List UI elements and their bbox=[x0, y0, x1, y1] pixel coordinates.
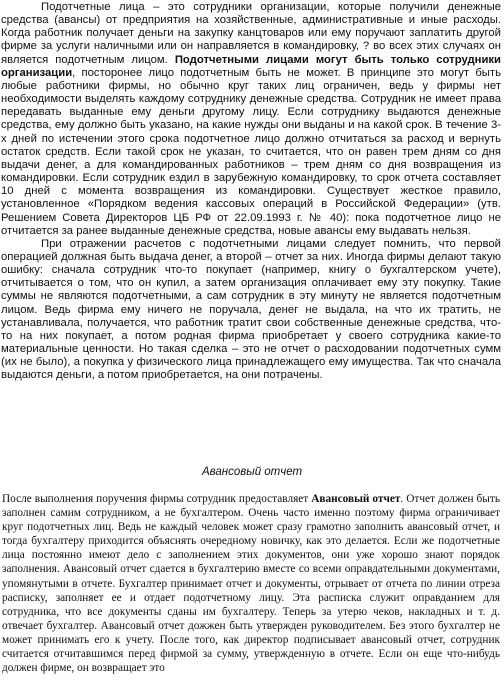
bold-rule: Подотчетными лицами могут быть только сотрудники организации bbox=[1, 53, 501, 79]
paragraph-calculations: При отражении расчетов с подотчетными лицами следует помнить, что первой операцией должная быть выдача денег, а второй – отчет за них. Иногда фирмы делают такую ошибку: сначала сотрудник что-то покупает (например, книгу о бухгалтерском учете), отчитывается о том, что он купил, а затем организация оплачивает ему эту покупку. Такие суммы не являются подотчетными, а сам сотрудник в эту минуту не является подотчетным лицом. Ведь фирма ему ничего не поручала, денег не выдала, на что их тратить, не устанавливала, получается, что работник тратит свои собственные денежные средства, что-то на них покупает, а потом родная фирма приобретает у своего сотрудника какие-то материальные ценности. Но такая сделка – это не отчет о расходовании подотчетных сумм (их не было), а покупка у физического лица принадлежащего ему имущества. Так что сначала выдаются деньги, а потом приобретается, на они потрачены. bbox=[1, 237, 501, 382]
section-podotchetnye-lica bbox=[1, 1, 501, 383]
section-heading: Авансовый отчет bbox=[201, 466, 303, 478]
section-avansovyi-otchet bbox=[2, 492, 500, 675]
paragraph-report: После выполнения поручения фирмы сотрудник предоставляет Авансовый отчет. Отчет должен быть заполнен самим сотрудником, а не бухгалтером. Очень часто именно поэтому фирма ограничивает круг подотчетных лиц. Ведь не каждый человек может сразу грамотно заполнить авансовый отчет, и тогда бухгалтеру приходится объяснять очередному новичку, как это делается. Если же подотчетные лица постоянно имеют дело с заполнением этих документов, они уже хорошо знают порядок заполнения. Авансовый отчет сдается в бухгалтерию вместе со всеми оправдательными документами, упомянутыми в отчете. Бухгалтер принимает отчет и документы, отрывает от отчета по линии отреза расписку, заполняет ее и отдает подотчетному лицу. Эта расписка служит оправданием для сотрудника, что все документы сданы им бухгалтеру. Теперь за утерю чеков, накладных и т. д. отвечает бухгалтер. Авансовый отчет дожжен быть утвержден руководителем. Без этого бухгалтер не может принимать его к учету. После того, как директор подписывает авансовый отчет, сотрудник считается отчитавшимся перед фирмой за сумму, утвержденную в отчете. Если он еще что-нибудь должен фирме, он возвращает это bbox=[2, 493, 500, 675]
bold-term: Авансовый отчет bbox=[311, 493, 401, 505]
paragraph-definition: Подотчетные лица – это сотрудники организации, которые получили денежные средства (авансы) от предприятия на хозяйственные, административные и иные расходы. Когда работник получает деньги на закупку канцтоваров или ему поручают заплатить другой фирме за услуги наличными или он направляется в командировку, ? во всех этих случаях он является подотчетным лицом. Подотчетными лицами могут быть только сотрудники организации, посторонее лицо подотчетным быть не может. В принципе это могут быть любые работники фирмы, но обычно круг таких лиц ограничен, ведь у фирмы нет необходимости выделять каждому сотруднику денежные средства. Сотрудник не имеет права передавать выданные ему деньги другому лицу. Если сотруднику выдаются денежные средства, ему должно быть указано, на какие нужды они выданы и на какой срок. В течение 3-х дней по истечении этого срока подотчетное лицо должно отчитаться за расход и вернуть остаток средств. Если такой срок не указан, то считается, что он равен трем дням со дня выдачи денег, а для командированных работников – трем дням со дня возвращения из командировки. Если сотрудник ездил в зарубежную командировку, то срок отчета составляет 10 дней с момента возвращения из командировки. Существует жесткое правило, установленное «Порядком ведения кассовых операций в Российской Федерации» (утв. Решением Совета Директоров ЦБ РФ от 22.09.1993 г. № 40): пока подотчетное лицо не отчитается за ранее выданные денежные средства, новые авансы ему выдавать нельзя. bbox=[1, 1, 501, 237]
